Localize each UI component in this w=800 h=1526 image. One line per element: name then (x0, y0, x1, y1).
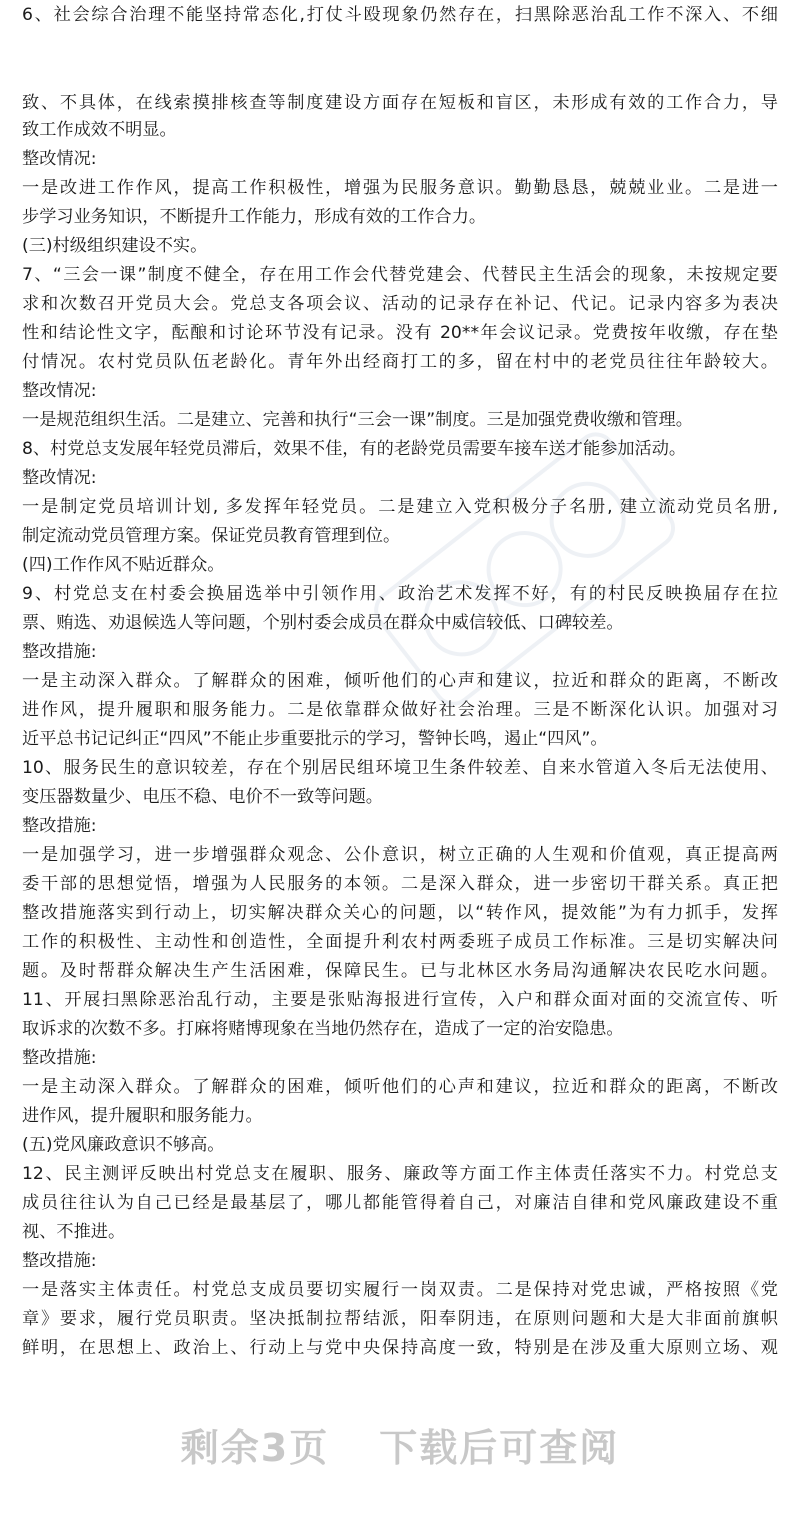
paragraph-line: 付情况。农村党员队伍老龄化。青年外出经商打工的多，留在村中的老党员往往年龄较大。 (22, 352, 778, 372)
paragraph-line: 进作风，提升履职和服务能力。二是依靠群众做好社会治理。三是不断深化认识。加强对习 (22, 700, 778, 720)
paragraph-line: 9、村党总支在村委会换届选举中引领作用、政治艺术发挥不好，有的村民反映换届存在拉 (22, 584, 778, 604)
paragraph-line: 性和结论性文字，酝酿和讨论环节没有记录。没有 20**年会议记录。党费按年收缴，存在垫 (22, 323, 778, 343)
paragraph-line: 制定流动党员管理方案。保证党员教育管理到位。 (22, 526, 401, 546)
paragraph-line: 8、村党总支发展年轻党员滞后，效果不佳，有的老龄党员需要车接车送才能参加活动。 (22, 439, 687, 459)
section-heading: (四)工作作风不贴近群众。 (22, 555, 225, 575)
paragraph-line: 工作的积极性、主动性和创造性，全面提升利农村两委班子成员工作标准。三是切实解决问 (22, 932, 778, 952)
paragraph-line: 一是规范组织生活。二是建立、完善和执行“三会一课”制度。三是加强党费收缴和管理。 (22, 410, 693, 430)
section-heading: (五)党风廉政意识不够高。 (22, 1135, 225, 1155)
paragraph-line: 题。及时帮群众解决生产生活困难，保障民生。已与北林区水务局沟通解决农民吃水问题。 (22, 961, 778, 981)
section-label: 整改情况: (22, 149, 97, 169)
section-label: 整改措施: (22, 816, 97, 836)
paragraph-line: 步学习业务知识，不断提升工作能力，形成有效的工作合力。 (22, 207, 487, 227)
paragraph-line: 进作风，提升履职和服务能力。 (22, 1106, 263, 1126)
paragraph-line: 11、开展扫黑除恶治乱行动，主要是张贴海报进行宣传，入户和群众面对面的交流宣传、听 (22, 990, 778, 1010)
section-label: 整改情况: (22, 381, 97, 401)
paragraph-line: 视、不推进。 (22, 1222, 126, 1242)
paragraph-line: 求和次数召开党员大会。党总支各项会议、活动的记录存在补记、代记。记录内容多为表决 (22, 294, 778, 314)
paragraph-line: 6、社会综合治理不能坚持常态化,打仗斗殴现象仍然存在，扫黑除恶治乱工作不深入、不细 (22, 5, 778, 25)
download-prompt[interactable] (0, 1417, 800, 1497)
section-label: 整改情况: (22, 468, 97, 488)
paragraph-line: 章》要求，履行党员职责。坚决抵制拉帮结派，阳奉阴违，在原则问题和大是大非面前旗帜 (22, 1309, 778, 1329)
paragraph-line: 10、服务民生的意识较差，存在个别居民组环境卫生条件较差、自来水管道入冬后无法使用、 (22, 758, 778, 778)
paragraph-line: 12、民主测评反映出村党总支在履职、服务、廉政等方面工作主体责任落实不力。村党总支 (22, 1164, 778, 1184)
remaining-pages-label: 剩余3页 (180, 1426, 330, 1470)
paragraph-line: 一是落实主体责任。村党总支成员要切实履行一岗双责。二是保持对党忠诚，严格按照《党 (22, 1280, 778, 1300)
paragraph-line: 一是加强学习，进一步增强群众观念、公仆意识，树立正确的人生观和价值观，真正提高两 (22, 845, 778, 865)
download-to-view-label: 下载后可查阅 (379, 1426, 620, 1470)
paragraph-line: 委干部的思想觉悟，增强为人民服务的本领。二是深入群众，进一步密切干群关系。真正把 (22, 874, 778, 894)
section-label: 整改措施: (22, 1048, 97, 1068)
paragraph-line: 一是主动深入群众。了解群众的困难，倾听他们的心声和建议，拉近和群众的距离，不断改 (22, 1077, 778, 1097)
section-label: 整改措施: (22, 642, 97, 662)
paragraph-line: 致、不具体，在线索摸排核查等制度建设方面存在短板和盲区，未形成有效的工作合力，导 (22, 93, 778, 113)
paragraph-line: 近平总书记记纠正“四风”不能止步重要批示的学习，警钟长鸣，遏止“四风”。 (22, 729, 608, 749)
section-heading: (三)村级组织建设不实。 (22, 236, 208, 256)
paragraph-line: 整改措施落实到行动上，切实解决群众关心的问题，以“转作风，提效能”为有力抓手，发挥 (22, 903, 778, 923)
paragraph-line: 一是改进工作作风，提高工作积极性，增强为民服务意识。勤勤恳恳，兢兢业业。二是进一 (22, 178, 778, 198)
section-label: 整改措施: (22, 1251, 97, 1271)
paragraph-line: 一是制定党员培训计划, 多发挥年轻党员。二是建立入党积极分子名册, 建立流动党员名册, (22, 497, 778, 517)
paragraph-line: 一是主动深入群众。了解群众的困难，倾听他们的心声和建议，拉近和群众的距离，不断改 (22, 671, 778, 691)
paragraph-line: 票、贿选、劝退候选人等问题，个别村委会成员在群众中威信较低、口碑较差。 (22, 613, 624, 633)
paragraph-line: 成员往往认为自己已经是最基层了，哪儿都能管得着自己，对廉洁自律和党风廉政建设不重 (22, 1193, 778, 1213)
paragraph-line: 致工作成效不明显。 (22, 120, 177, 140)
paragraph-line: 变压器数量少、电压不稳、电价不一致等问题。 (22, 787, 383, 807)
paragraph-line: 鲜明，在思想上、政治上、行动上与党中央保持高度一致，特别是在涉及重大原则立场、观 (22, 1338, 778, 1358)
paragraph-line: 取诉求的次数不多。打麻将赌博现象在当地仍然存在，造成了一定的治安隐患。 (22, 1019, 624, 1039)
page-top-edge (0, 0, 800, 4)
paragraph-line: 7、“三会一课”制度不健全，存在用工作会代替党建会、代替民主生活会的现象，未按规定要 (22, 265, 778, 285)
